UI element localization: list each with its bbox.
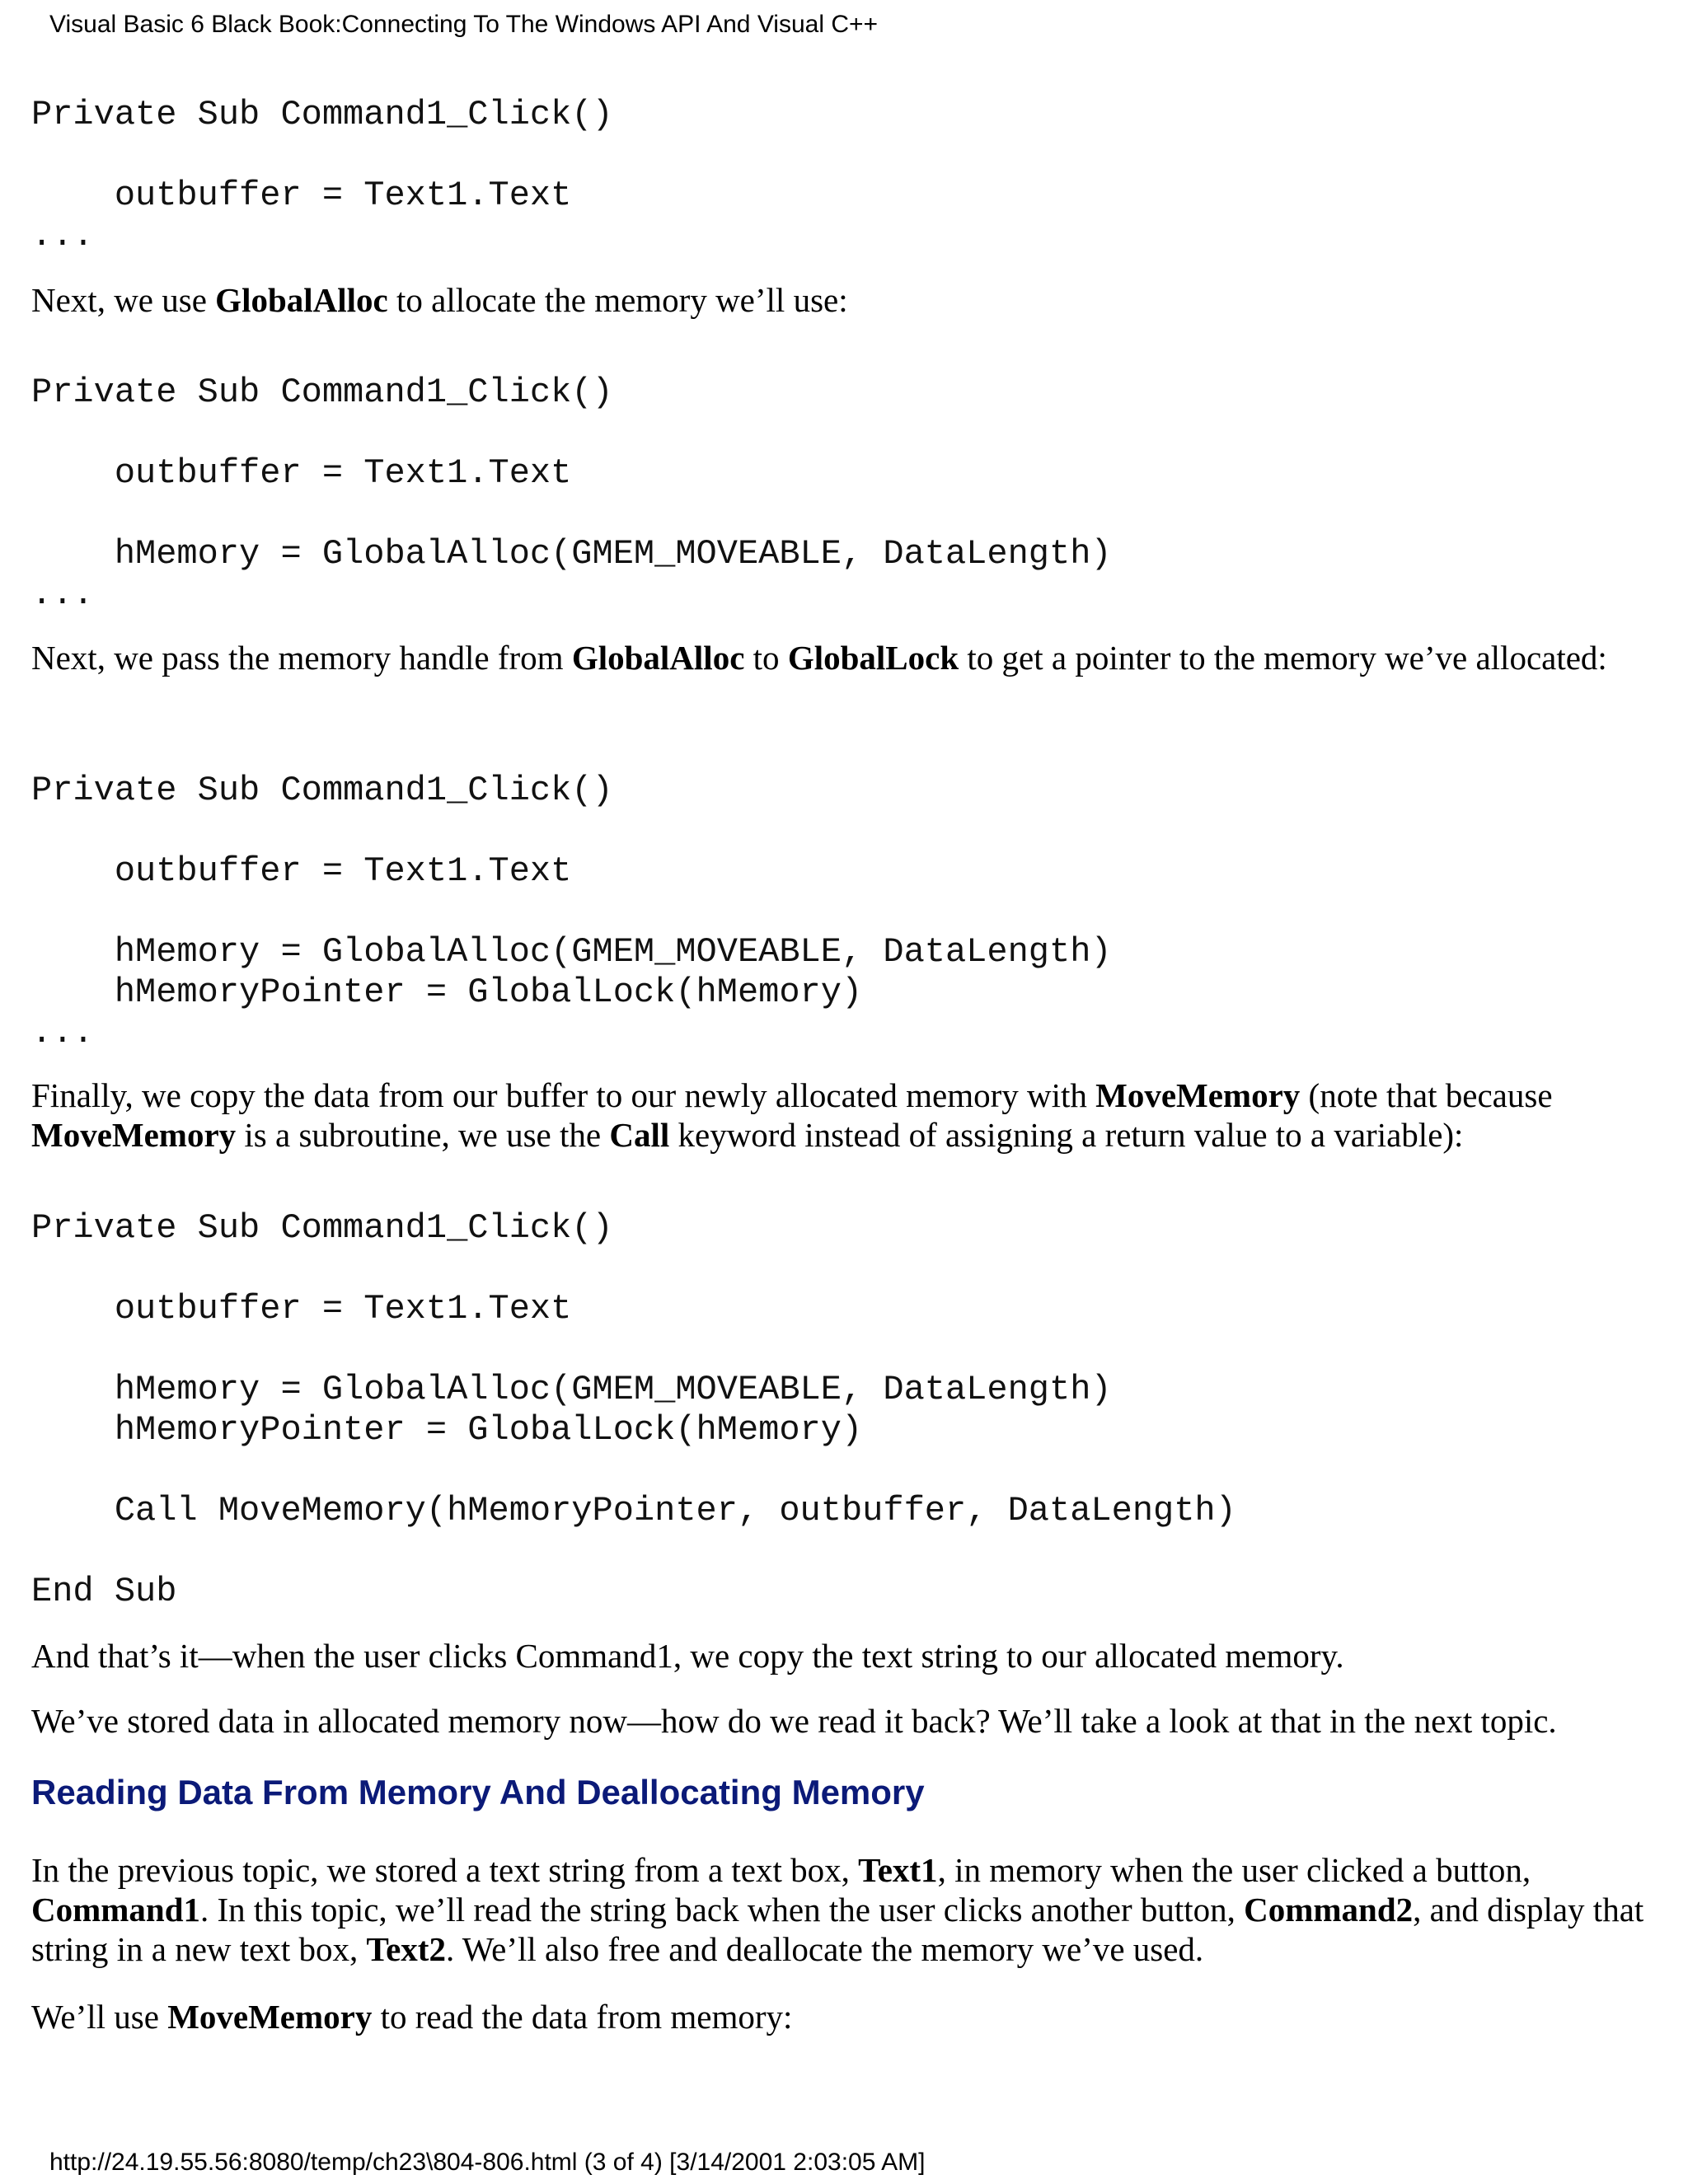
page-footer-url: http://24.19.55.56:8080/temp/ch23\804-806.html (3 of 4) [3/14/2001 2:03:05 AM]: [49, 2149, 926, 2176]
code-block-3: Private Sub Command1_Click() outbuffer = Text1.Text hMemory = GlobalAlloc(GMEM_MOVEABLE, DataLength) hMemoryPointer = GlobalLock(hMemory) ...: [31, 771, 1112, 1052]
paragraph-summary: And that’s it—when the user clicks Command1, we copy the text string to our allocated memory.: [31, 1637, 1344, 1675]
keyword-movememory: MoveMemory: [167, 1998, 373, 2036]
keyword-text1: Text1: [858, 1851, 938, 1889]
keyword-command2: Command2: [1244, 1891, 1414, 1929]
keyword-call: Call: [609, 1116, 670, 1154]
keyword-movememory: MoveMemory: [31, 1116, 237, 1154]
paragraph-previous-topic: In the previous topic, we stored a text string from a text box, Text1, in memory when the user clicked a button, Command1. In this topic, we’ll read the string back when the user clicks another button, Command2, and display that string in a new text box, Text2. We’ll also free and deallocate the memory we’ve used.: [31, 1851, 1644, 1968]
section-heading: Reading Data From Memory And Deallocating Memory: [31, 1773, 925, 1811]
paragraph-globalalloc-intro: Next, we use GlobalAlloc to allocate the memory we’ll use:: [31, 281, 848, 319]
paragraph-movememory-intro: Finally, we copy the data from our buffer to our newly allocated memory with MoveMemory (note that because MoveMemory is a subroutine, we use the Call keyword instead of assigning a return value to a variable):: [31, 1076, 1553, 1154]
paragraph-globallock-intro: Next, we pass the memory handle from GlobalAlloc to GlobalLock to get a pointer to the memory we’ve allocated:: [31, 639, 1607, 677]
paragraph-next-topic: We’ve stored data in allocated memory now—how do we read it back? We’ll take a look at that in the next topic.: [31, 1702, 1557, 1740]
keyword-text2: Text2: [366, 1930, 446, 1968]
code-block-1: Private Sub Command1_Click() outbuffer = Text1.Text ...: [31, 95, 613, 255]
keyword-globalalloc: GlobalAlloc: [571, 639, 745, 677]
paragraph-read-memory: We’ll use MoveMemory to read the data from memory:: [31, 1998, 793, 2036]
keyword-command1: Command1: [31, 1891, 201, 1929]
keyword-globallock: GlobalLock: [787, 639, 959, 677]
keyword-globalalloc: GlobalAlloc: [215, 281, 388, 319]
keyword-movememory: MoveMemory: [1095, 1076, 1301, 1114]
page-header-title: Visual Basic 6 Black Book:Connecting To The Windows API And Visual C++: [49, 11, 879, 38]
code-block-4: Private Sub Command1_Click() outbuffer = Text1.Text hMemory = GlobalAlloc(GMEM_MOVEABLE, DataLength) hMemoryPointer = GlobalLock(hMemory) Call MoveMemory(hMemoryPointer, outbuffer, DataLength) End Sub: [31, 1208, 1236, 1611]
code-block-2: Private Sub Command1_Click() outbuffer = Text1.Text hMemory = GlobalAlloc(GMEM_MOVEABLE, DataLength) ...: [31, 373, 1112, 614]
